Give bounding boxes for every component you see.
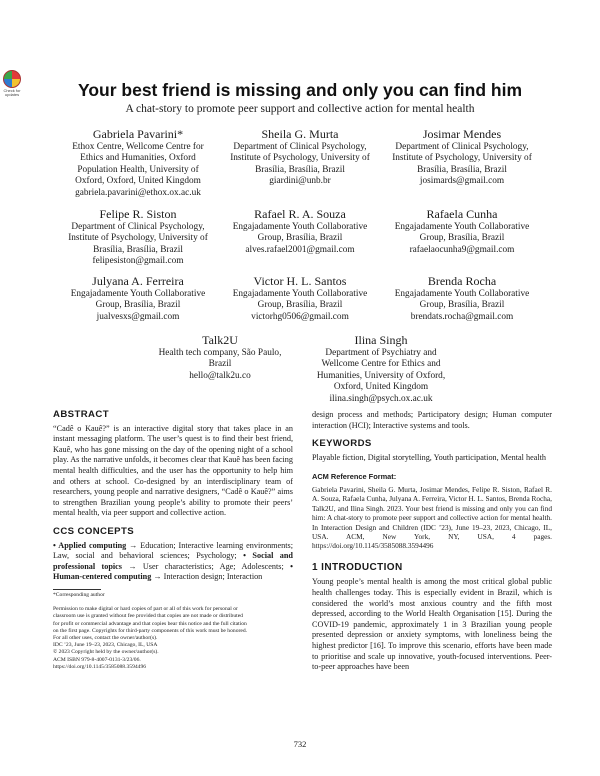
footnote-rule (53, 589, 101, 590)
author-affiliation: Health tech company, São Paulo, Brazil hello@talk2u.co (158, 348, 282, 381)
author-name: Sheila G. Murta (261, 127, 339, 141)
author-affiliation: Engajadamente Youth Collaborative Group, Brasília, Brazil rafaelaocunha9@gmail.com (394, 222, 530, 255)
author-name: Victor H. L. Santos (253, 274, 347, 288)
author-name: Felipe R. Siston (99, 207, 177, 221)
author-block (135, 333, 305, 382)
ccs-heading: CCS CONCEPTS (53, 525, 135, 537)
author-block (215, 274, 385, 323)
author-block (377, 207, 547, 256)
introduction-heading: 1 INTRODUCTION (312, 561, 403, 573)
author-block (215, 207, 385, 256)
author-affiliation: Engajadamente Youth Collaborative Group, Brasília, Brazil victorhg0506@gmail.com (232, 289, 368, 322)
author-name: Rafaela Cunha (426, 207, 498, 221)
author-name: Rafael R. A. Souza (254, 207, 346, 221)
abstract-heading: ABSTRACT (53, 409, 109, 420)
author-affiliation: Engajadamente Youth Collaborative Group, Brasília, Brazil jualvesxs@gmail.com (70, 289, 206, 322)
left-column (53, 410, 293, 671)
paper-title: Your best friend is missing and only you can find him (77, 80, 523, 100)
ccs-concept: • Social and professional topics (53, 551, 293, 571)
author-name: Talk2U (202, 333, 238, 347)
ccs-description: → User characteristics; Age; Adolescents; (121, 561, 291, 571)
author-name: Josimar Mendes (422, 127, 502, 141)
keywords-text: Playable fiction, Digital storytelling, Youth participation, Mental health (312, 452, 546, 462)
author-affiliation: Department of Clinical Psychology, Institute of Psychology, University of Brasília, Brasília, Brazil felipesiston@gmail.com (68, 222, 208, 267)
reference-heading: ACM Reference Format: (312, 472, 397, 482)
author-name: Ilina Singh (354, 333, 408, 347)
author-name: Brenda Rocha (427, 274, 497, 288)
ccs-concept: • Human-centered computing (53, 561, 293, 582)
corresponding-author-footnote: *Corresponding author (53, 591, 105, 598)
right-column (312, 410, 552, 673)
introduction-text: Young people’s mental health is among the most critical global public health challenges today. This is especially evident in Brazil, which is considered the world’s most anxious country and the fifth most depressed, according to the World Health Organisation [15]. During the COVID-19 pandemic, approximately 1 in 3 Brazilian young people presented depression or anxiety symptoms, with loneliness being the highest predictor [16]. To improve this scenario, efforts have been made to prioritise and scale up innovative, youth-focused interventions. Peer-to-peer approaches have been (312, 577, 552, 672)
ccs-text (53, 541, 293, 583)
ccs-concept: • Applied computing (53, 540, 127, 550)
author-affiliation: Department of Clinical Psychology, Institute of Psychology, University of Brasília, Brasília, Brazil josimards@gmail.com (392, 142, 532, 187)
author-affiliation: Engajadamente Youth Collaborative Group, Brasília, Brazil alves.rafael2001@gmail.com (232, 222, 368, 255)
ccs-continued-text: design process and methods; Participatory design; Human computer interaction (HCI); Interactive systems and tools. (312, 410, 552, 430)
author-affiliation: Engajadamente Youth Collaborative Group, Brasília, Brazil brendats.rocha@gmail.com (394, 289, 530, 322)
ccs-description: → Education; Interactive learning environments; Law, social and behavioral sciences; Psychology; (53, 540, 293, 561)
reference-text: Gabriela Pavarini, Sheila G. Murta, Josimar Mendes, Felipe R. Siston, Rafael R. A. Souza, Rafaela Cunha, Julyana A. Ferreira, Victor H. L. Santos, Brenda Rocha, Talk2U, and Ilina Singh. 2023. Your best friend is missing and only you can find him: A chat-story to promote peer support and collective action for mental health. In Interaction Design and Children (IDC ’23), June 19–23, 2023, Chicago, IL, USA. ACM, New York, NY, USA, 4 pages. https://doi.org/10.1145/3585088.3594496 (312, 484, 552, 551)
author-block (215, 127, 385, 188)
author-block (53, 207, 223, 268)
check-for-updates-label: Check for updates (3, 88, 21, 97)
keywords-heading: KEYWORDS (312, 438, 372, 450)
author-name: Julyana A. Ferreira (92, 274, 184, 288)
author-block (53, 127, 223, 199)
author-affiliation: Department of Psychiatry and Wellcome Centre for Ethics and Humanities, University of Oxford, Oxford, United Kingdom ilina.singh@psych.ox.ac.uk (316, 348, 446, 404)
page-number: 732 (293, 739, 307, 749)
permission-notice: Permission to make digital or hard copies of part or all of this work for personal or classroom use is granted without fee provided that copies are not made or distributed for profit or commercial advantage and that copies bear this notice and the full citation on the first page. Copyrights for third-party components of this work must be honored. For all other uses, contact the owner/author(s). IDC ’23, June 19–23, 2023, Chicago, IL, USA © 2023 Copyright held by the owner/author(s). ACM ISBN 979-8-4007-0131-3/23/06. https://doi.org/10.1145/3585088.3594496 (53, 606, 248, 670)
author-affiliation: Ethox Centre, Wellcome Centre for Ethics and Humanities, Oxford Population Health, University of Oxford, Oxford, United Kingdom gabriela.pavarini@ethox.ox.ac.uk (72, 142, 204, 198)
author-block (377, 274, 547, 323)
author-name: Gabriela Pavarini* (92, 127, 184, 141)
author-block (377, 127, 547, 188)
author-block (53, 274, 223, 323)
paper-subtitle: A chat-story to promote peer support and collective action for mental health (125, 103, 475, 115)
author-block (296, 333, 466, 405)
author-affiliation: Department of Clinical Psychology, Institute of Psychology, University of Brasília, Brasília, Brazil giardini@unb.br (230, 142, 370, 187)
ccs-description: → Interaction design; Interaction (151, 572, 263, 582)
abstract-text: “Cadê o Kauê?” is an interactive digital story that takes place in an instant messaging platform. The user’s quest is to find their best friend, Kauê, who has gone missing on the day of the opening night of a school play. As the narrative unfolds, it becomes clear that Kauê has been facing mental health difficulties, and the user has the opportunity to help him and others at school. Co-designed by an interdisciplinary team of researchers, young people and narrative designers, “Cadê o Kauê?” aims to strengthen Brazilian young people’s ability to promote their peers’ mental health, via peer support and collective action. (53, 423, 293, 518)
